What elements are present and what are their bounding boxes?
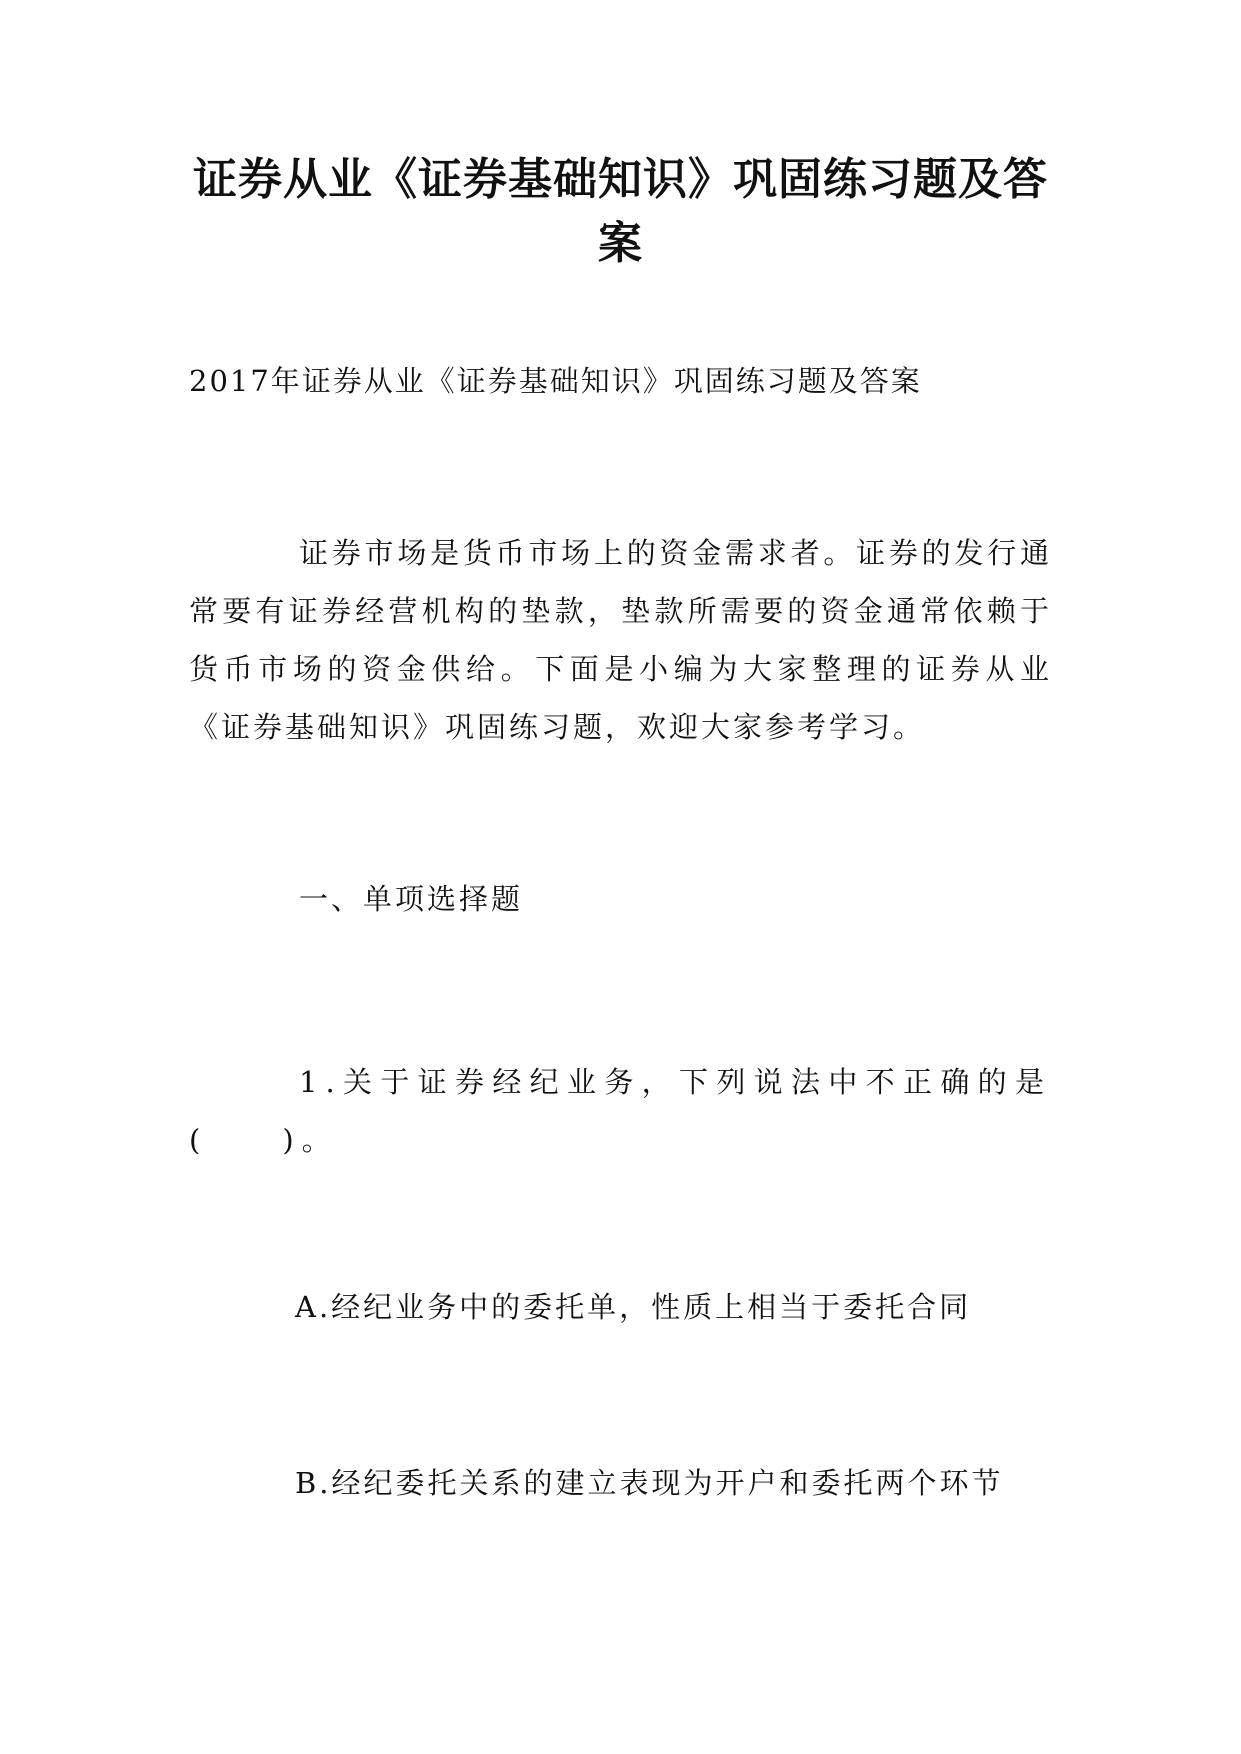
section-heading: 一、单项选择题 — [299, 882, 524, 916]
option-a: A.经纪业务中的委托单，性质上相当于委托合同 — [295, 1290, 972, 1324]
document-title: 证券从业《证券基础知识》巩固练习题及答案 — [193, 154, 1048, 269]
question-1: 1.关于证券经纪业务，下列说法中不正确的是( )。 — [189, 1065, 1052, 1157]
intro-paragraph: 证券市场是货币市场上的资金需求者。证券的发行通常要有证券经营机构的垫款，垫款所需要的资金通常依赖于货币市场的资金供给。下面是小编为大家整理的证券从业《证券基础知识》巩固练习题，欢迎大家参考学习。 — [189, 536, 1052, 744]
document-subtitle: 2017年证券从业《证券基础知识》巩固练习题及答案 — [189, 364, 922, 398]
option-b: B.经纪委托关系的建立表现为开户和委托两个环节 — [295, 1466, 1004, 1500]
